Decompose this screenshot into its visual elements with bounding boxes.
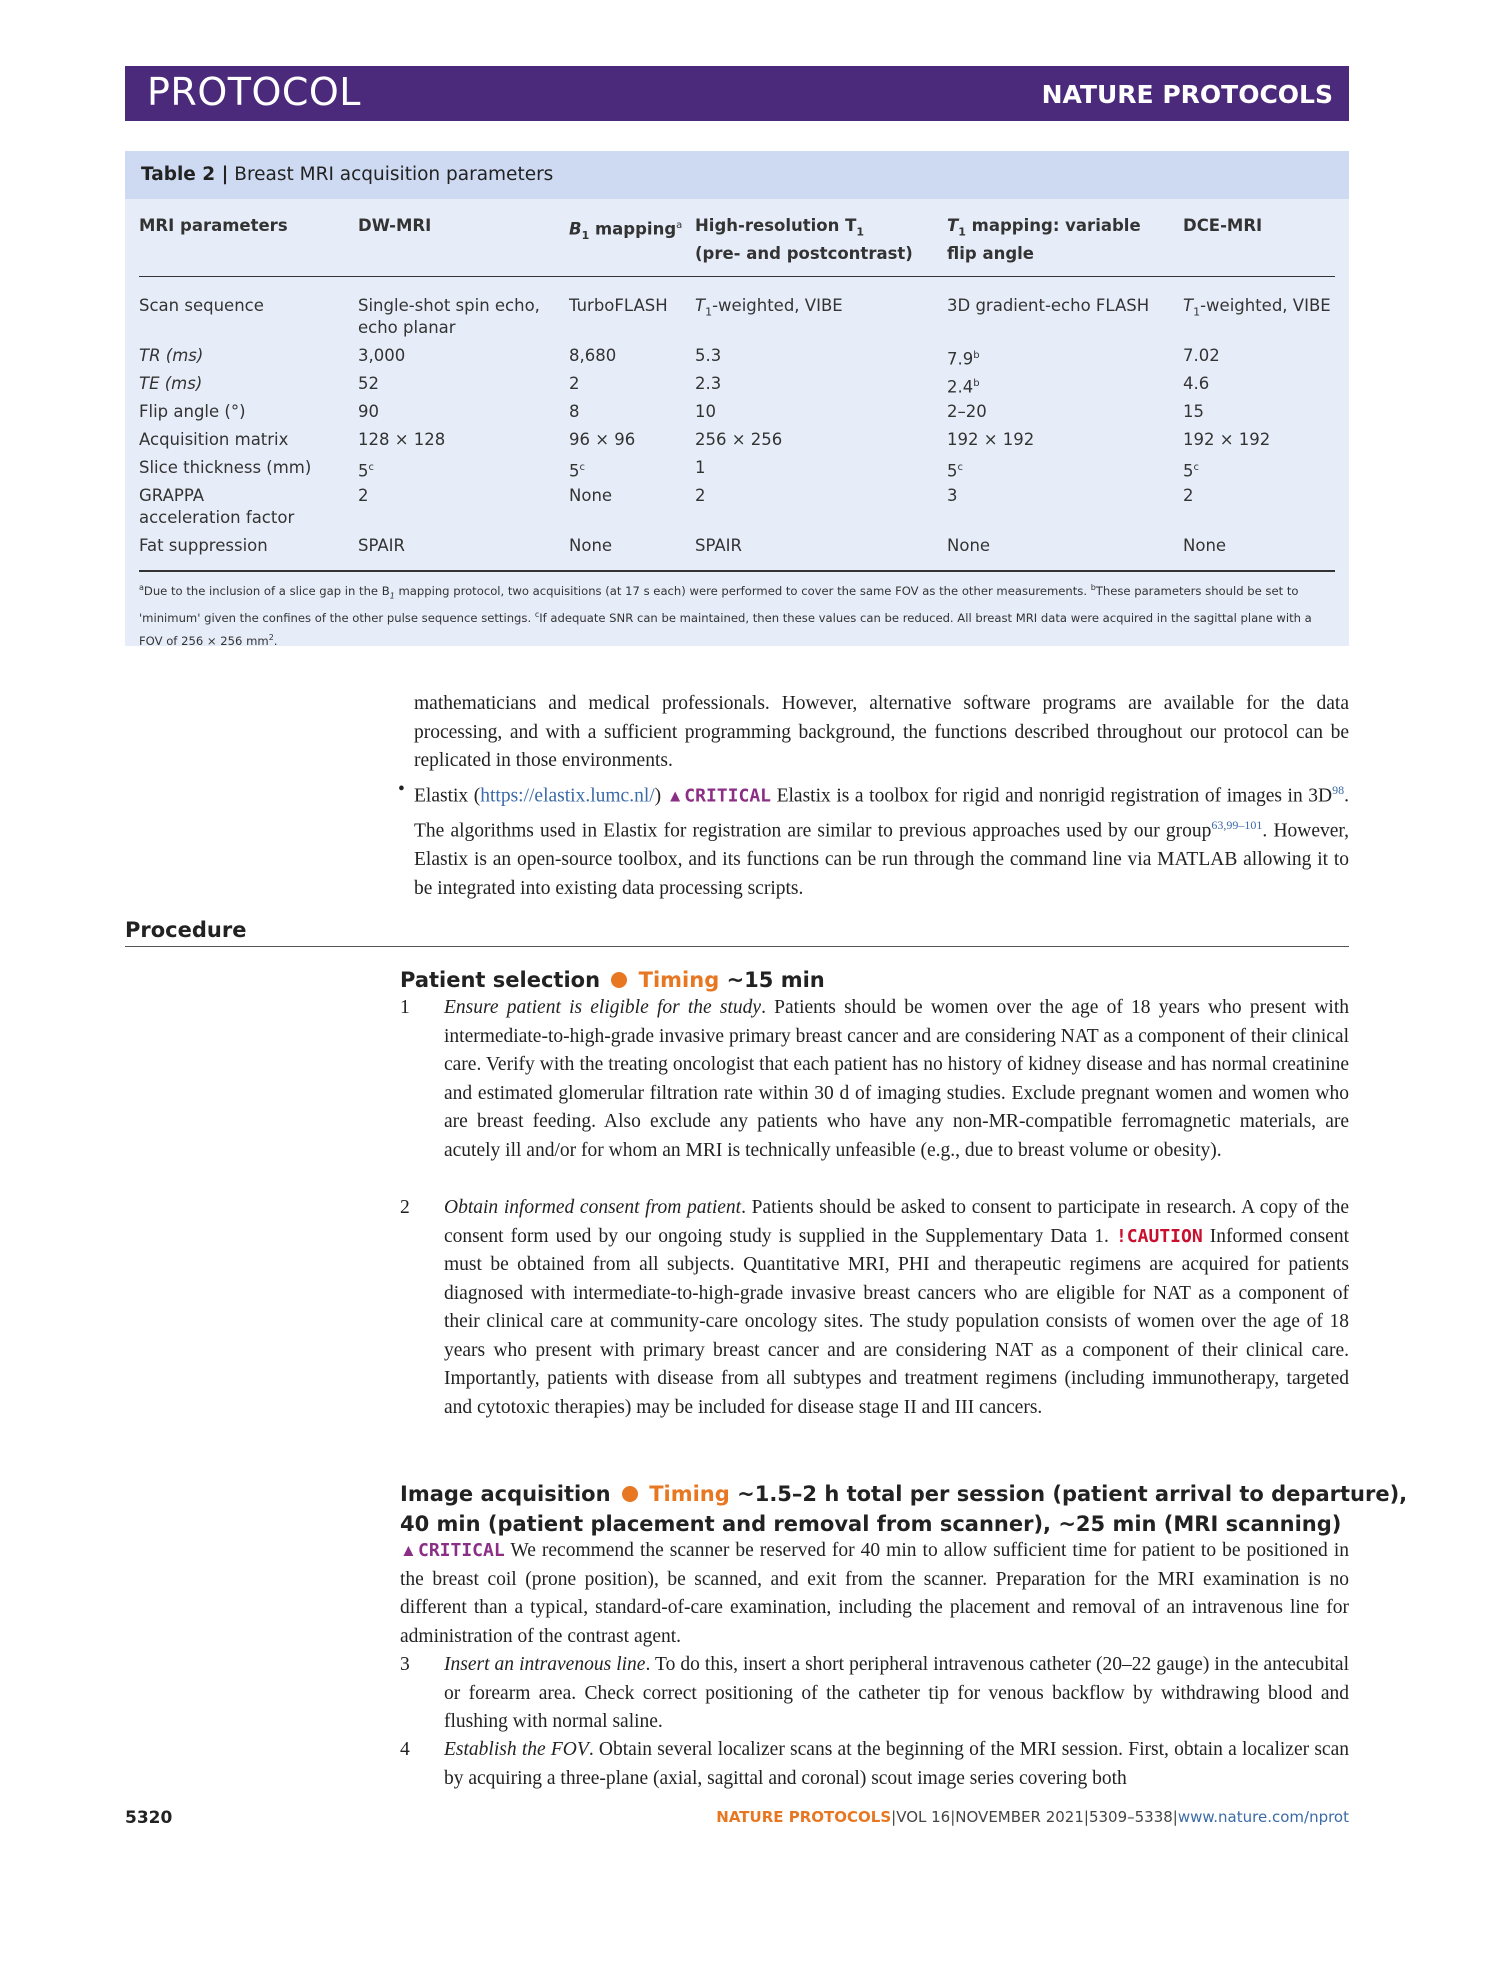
cell-hr: 2 [695,486,706,505]
elastix-paragraph: Elastix (https://elastix.lumc.nl/) ▲CRITICAL Elastix is a toolbox for rigid and nonrigid registration of images in $3D^{98}$. The algorithms used in Elastix for registration are similar to previous approaches used by our group$^{63,99-101}$. However, Elastix is an open-source toolbox, and its functions can be run through the command line via MATLAB allowing it to be integrated into existing data processing scripts. [414,783,1350,899]
cell-dw: 128 × 128 [358,430,446,449]
cell-t1: 2.4$^b$ [947,377,980,397]
critical-label: CRITICAL [417,1540,505,1561]
cell-hr: 1 [695,458,706,477]
section-type: PROTOCOL [147,70,361,114]
cell-param: Acquisition matrix [139,430,289,449]
cell-b1: 8,680 [569,346,617,365]
intro-paragraph: mathematicians and medical professionals. However, alternative software programs are available for the data processing, and with a sufficient programming background, the functions described throughout our protocol can be replicated in those environments. [414,693,1349,771]
cell-dce: 5$^c$ [1183,461,1199,481]
cell-b1: None [569,486,613,505]
table-footnote: $^a$Due to the inclusion of a slice gap in the $B_1$ mapping protocol, two acquisitions (at 17 s each) were performed to cover the same FOV as the other measurements. $^b$These parameters should be set to 'minimum' given the confines of the other pulse sequence settings. $^c$If adequate SNR can be maintained, then these values can be reduced. All breast MRI data were acquired in the sagittal plane with a FOV of 256 × 256 $mm^2$. [139,583,1312,648]
step-1-text: Ensure patient is eligible for the study. Patients should be women over the age of 18 years who present with intermediate-to-high-grade invasive primary breast cancer and are considering NAT as a component of their clinical care. Verify with the treating oncologist that each patient has no history of kidney disease and has normal creatinine and estimated glomerular filtration rate within 30 d of imaging studies. Exclude pregnant women and women who are breast feeding. Also exclude any patients who have any non-MR-compatible ferromagnetic materials, are acutely ill and/or for whom an MRI is technically unfeasible (e.g., due to breast volume or obesity). [444,997,1350,1161]
cell-b1: None [569,536,613,555]
step-number: 2 [400,1197,410,1218]
header-high-resolution-t1: High-resolution $T_1$ (pre- and postcontrast) [695,216,913,264]
cell-param: TR (ms) [139,346,204,365]
cell-dw: 2 [358,486,369,505]
cell-t1: 5$^c$ [947,461,963,481]
cell-dce: $T_1$-weighted, VIBE [1183,296,1331,319]
table-title-bar [125,151,1349,199]
table-title: Table 2 | Breast MRI acquisition parameters [141,164,554,185]
cell-dce: 2 [1183,486,1194,505]
subhead-patient-selection: Patient selection Timing ~15 min [400,968,825,992]
cell-t1: 2–20 [947,402,987,421]
critical-label: CRITICAL [684,785,771,807]
cell-dce: 15 [1183,402,1204,421]
image-critical-paragraph: ▲CRITICAL We recommend the scanner be reserved for 40 min to allow sufficient time for patient to be positioned in the breast coil (prone position), be scanned, and exit from the scanner. Preparation for the MRI examination is no different than a typical, standard-of-care examination, including the placement and removal of an intravenous line for administration of the contrast agent. [400,1540,1349,1647]
reference-link[interactable]: 63,99–101 [1211,818,1263,832]
journal-banner [125,66,1349,121]
header-t1-mapping: $T_1$ mapping: variable flip angle [947,216,1141,264]
subhead-image-acquisition: Image acquisition Timing ~1.5–2 h total per session (patient arrival to departure), 40 min (patient placement and removal from scanner), ~25 min (MRI scanning) [400,1482,1408,1536]
cell-b1: 2 [569,374,580,393]
cell-param: Flip angle (°) [139,402,246,421]
section-rule [125,946,1349,947]
cell-t1: 192 × 192 [947,430,1035,449]
cell-t1: None [947,536,991,555]
timing-dot-icon [611,972,627,988]
cell-hr: $T_1$-weighted, VIBE [695,296,843,319]
step-number: 4 [400,1739,410,1760]
step-2-text: Obtain informed consent from patient. Patients should be asked to consent to participate in research. A copy of the consent form used by our ongoing study is supplied in the Supplementary Data 1. !CAUTION Informed consent must be obtained from all subjects. Quantitative MRI, PHI and therapeutic regimens are acquired for patients diagnosed with intermediate-to-high-grade invasive breast cancers who are eligible for NAT as a component of their clinical care at community-care oncology sites. The study population consists of women over the age of 18 years who present with primary breast cancer and are considering NAT as a component of their clinical care. Importantly, patients with disease from all subtypes and treatment regimens (including immunotherapy, targeted and cytotoxic therapies) may be included for disease stage II and III cancers. [444,1197,1350,1418]
table-2 [125,151,1349,646]
header-b1-mapping: $B_1$ mapping$^a$ [569,219,683,242]
cell-param: TE (ms) [139,374,203,393]
cell-param: GRAPPA acceleration factor [139,486,295,527]
cell-hr: 256 × 256 [695,430,783,449]
critical-icon: ▲ [666,786,685,806]
cell-b1: 8 [569,402,580,421]
cell-dw: 3,000 [358,346,406,365]
cell-dw: SPAIR [358,536,405,555]
cell-hr: 2.3 [695,374,722,393]
header-dw-mri: DW-MRI [358,216,432,235]
cell-dw: Single-shot spin echo, echo planar [358,296,540,337]
step-4-text: Establish the FOV. Obtain several localizer scans at the beginning of the MRI session. First, obtain a localizer scan by acquiring a three-plane (axial, sagittal and coronal) scout image series covering both [444,1739,1349,1789]
journal-name: NATURE PROTOCOLS [1041,80,1333,109]
cell-dce: 7.02 [1183,346,1220,365]
cell-t1: 7.9$^b$ [947,349,980,369]
cell-hr: SPAIR [695,536,742,555]
cell-hr: 5.3 [695,346,722,365]
table-header-rule [139,276,1335,277]
critical-icon: ▲ [400,1541,418,1560]
cell-param: Fat suppression [139,536,268,555]
cell-dce: None [1183,536,1227,555]
cell-hr: 10 [695,402,716,421]
table-bottom-rule [139,570,1335,572]
header-dce-mri: DCE-MRI [1183,216,1263,235]
cell-dce: 192 × 192 [1183,430,1271,449]
cell-param: Slice thickness (mm) [139,458,312,477]
reference-link[interactable]: 98 [1332,783,1345,797]
step-3-text: Insert an intravenous line. To do this, insert a short peripheral intravenous catheter (20–22 gauge) in the antecubital or forearm area. Check correct positioning of the catheter tip for venous backflow by withdrawing blood and flushing with normal saline. [444,1654,1349,1732]
cell-t1: 3D gradient-echo FLASH [947,296,1150,315]
cell-b1: 96 × 96 [569,430,636,449]
bullet: • [398,779,405,800]
cell-dw: 5$^c$ [358,461,374,481]
section-title-procedure: Procedure [125,918,247,942]
cell-dw: 52 [358,374,379,393]
cell-dce: 4.6 [1183,374,1210,393]
elastix-link[interactable]: https://elastix.lumc.nl/ [480,785,655,807]
cell-b1: 5$^c$ [569,461,585,481]
journal-url-link[interactable]: www.nature.com/nprot [1177,1808,1349,1826]
cell-param: Scan sequence [139,296,264,315]
header-mri-parameters: MRI parameters [139,216,288,235]
journal-footer: NATURE PROTOCOLS|VOL 16|NOVEMBER 2021|5309–5338|www.nature.com/nprot [716,1808,1349,1826]
cell-t1: 3 [947,486,958,505]
page-number: 5320 [125,1808,173,1828]
step-number: 3 [400,1654,410,1675]
cell-b1: TurboFLASH [569,296,668,315]
timing-dot-icon [622,1486,638,1502]
caution-label: !CAUTION [1115,1225,1203,1247]
step-number: 1 [400,997,410,1018]
cell-dw: 90 [358,402,379,421]
